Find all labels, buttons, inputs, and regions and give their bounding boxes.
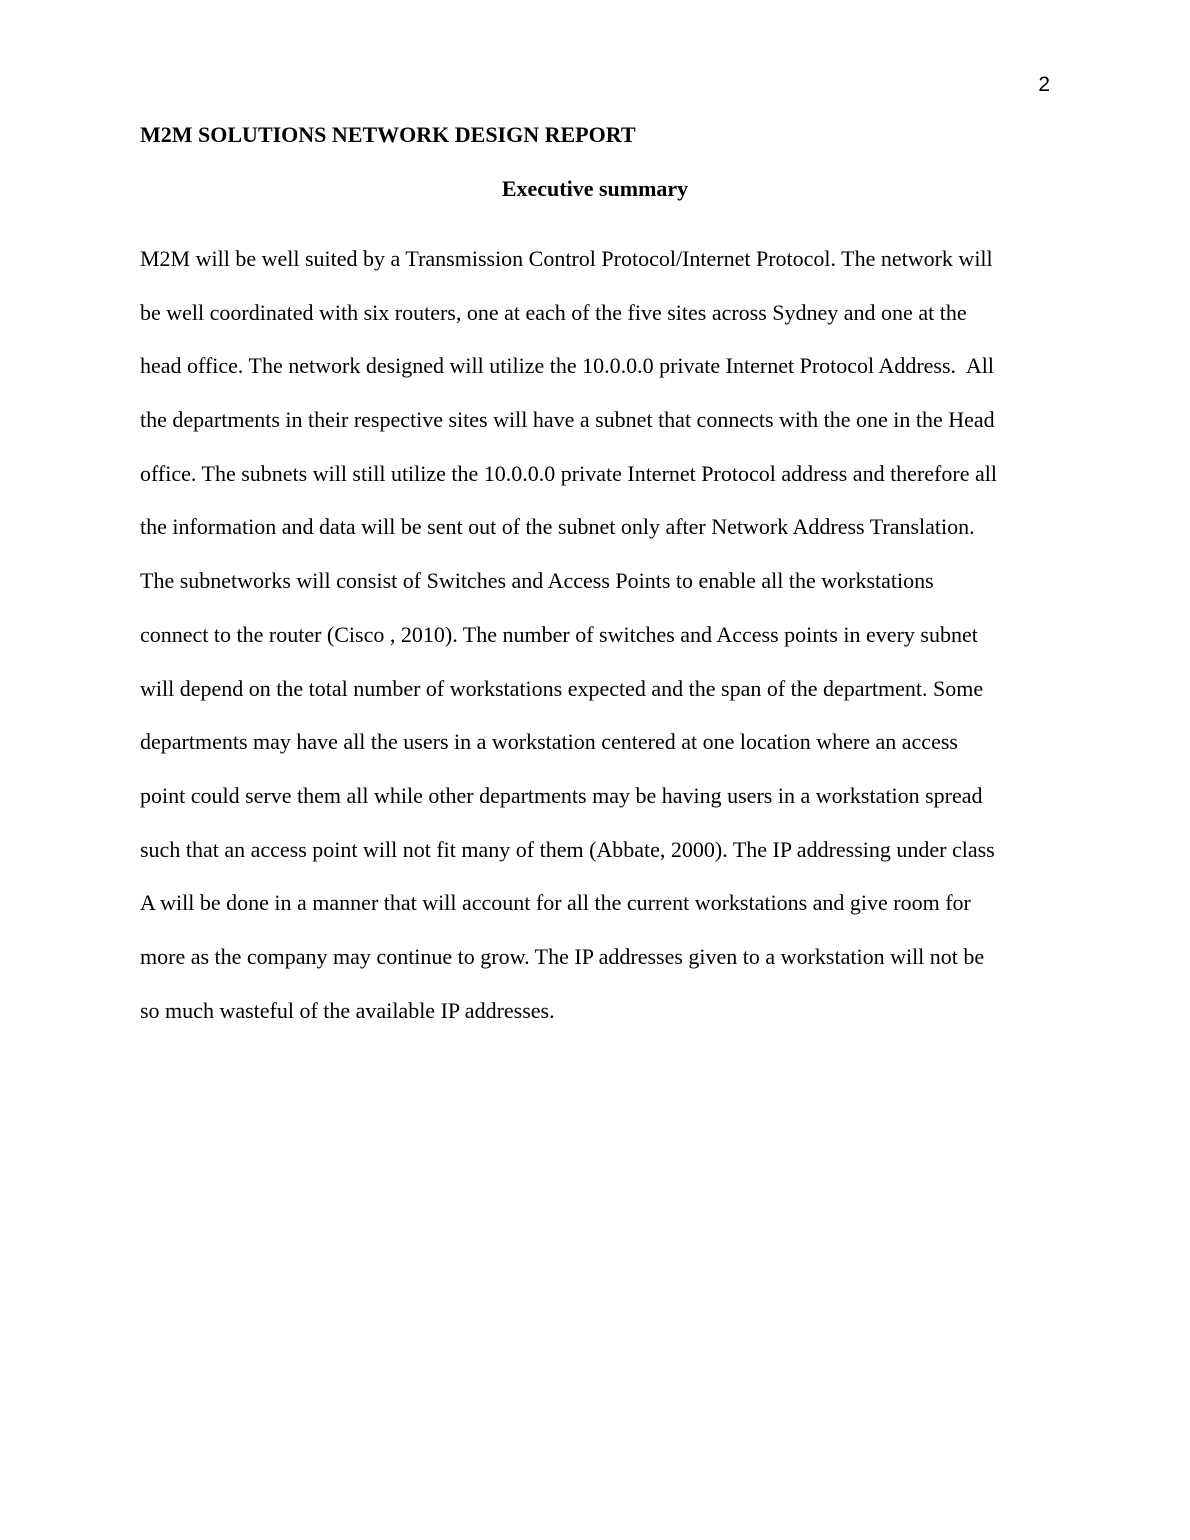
paragraph-line: head office. The network designed will utilize the 10.0.0.0 private Internet Protocol Address. All <box>140 353 994 379</box>
section-heading: Executive summary <box>501 176 689 201</box>
paragraph-line: departments may have all the users in a workstation centered at one location where an access <box>140 729 958 755</box>
executive-summary-paragraph <box>140 232 1050 1037</box>
paragraph-line: M2M will be well suited by a Transmission Control Protocol/Internet Protocol. The network will <box>140 246 993 271</box>
paragraph-line: so much wasteful of the available IP addresses. <box>140 997 555 1023</box>
document-title: M2M SOLUTIONS NETWORK DESIGN REPORT <box>140 122 636 147</box>
paragraph-line: such that an access point will not fit many of them (Abbate, 2000). The IP addressing under class <box>140 836 995 862</box>
paragraph-line: office. The subnets will still utilize the 10.0.0.0 private Internet Protocol address and therefore all <box>140 460 997 486</box>
paragraph-line: more as the company may continue to grow. The IP addresses given to a workstation will not be <box>140 943 985 969</box>
paragraph-line: The subnetworks will consist of Switches and Access Points to enable all the workstations <box>140 568 934 594</box>
paragraph-line: A will be done in a manner that will account for all the current workstations and give room for <box>140 890 971 916</box>
paragraph-line: the information and data will be sent out of the subnet only after Network Address Translation. <box>140 514 975 540</box>
page-number: 2 <box>1038 73 1050 96</box>
paragraph-line: will depend on the total number of workstations expected and the span of the department. Some <box>140 675 984 701</box>
paragraph-line: connect to the router (Cisco , 2010). The number of switches and Access points in every subnet <box>140 621 978 647</box>
paragraph-line: the departments in their respective sites will have a subnet that connects with the one in the Head <box>140 407 995 433</box>
paragraph-line: be well coordinated with six routers, one at each of the five sites across Sydney and one at the <box>140 299 967 325</box>
paragraph-line: point could serve them all while other departments may be having users in a workstation spread <box>140 782 983 808</box>
